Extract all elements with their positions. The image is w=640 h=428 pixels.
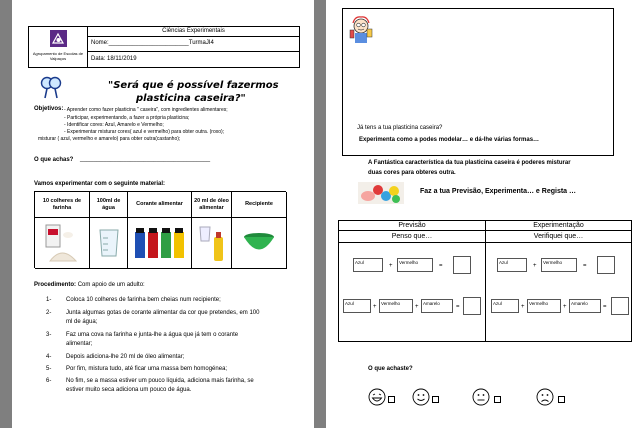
water-image-cell [90, 218, 128, 269]
materials-header-cell: Corante alimentar [128, 192, 192, 218]
class-value: JI4 [205, 40, 214, 46]
experimentation-subtitle: Verifiquei que… [533, 233, 584, 240]
plus-sign: + [389, 263, 393, 269]
step-number: 2- [46, 310, 52, 316]
step-number: 1- [46, 297, 52, 303]
plus-sign: + [521, 304, 525, 310]
result-box[interactable] [453, 256, 471, 274]
plus-sign: + [415, 304, 419, 310]
results-table [338, 220, 632, 342]
oil-bottle-icon [197, 223, 227, 263]
objective-item: - Identificar cores: Azul, Amarelo e Vermelho; [64, 122, 164, 128]
color-box-vermelho[interactable]: Vermelho [541, 258, 577, 272]
rating-checkbox[interactable] [432, 396, 439, 403]
materials-header-cell: Recipiente [232, 192, 287, 218]
objective-item: - Participar, experimentando, a fazer a própria plasticina; [64, 115, 190, 121]
fantastic-line-2: duas cores para obteres outra. [368, 170, 456, 176]
color-box-vermelho[interactable]: Vermelho [527, 299, 561, 313]
already-answer: Experimenta como a podes modelar… e dá-lhe várias formas… [359, 137, 540, 143]
plus-sign: + [563, 304, 567, 310]
prediction-subtitle: Penso que… [391, 233, 433, 240]
step-text: Coloca 10 colheres de farinha bem cheias num recipiente; [66, 297, 221, 303]
materials-header-cell: 20 ml de óleo alimentar [192, 192, 232, 218]
materials-header-cell: 100ml de água [90, 192, 128, 218]
table-row-divider [339, 230, 631, 231]
question-label: O que achas? [34, 157, 74, 163]
step-text: Por fim, mistura tudo, até ficar uma massa bem homogénea; [66, 366, 228, 372]
procedure-label: Procedimento: [34, 282, 77, 288]
title-line-1: "Será que é possível fazermos [108, 80, 279, 91]
table-row-divider [339, 242, 631, 243]
neutral-face-icon [472, 388, 490, 406]
procedure-heading [34, 282, 145, 289]
laughing-face-icon [368, 388, 386, 406]
already-question: Já tens a tua plasticina caseira? [357, 125, 443, 131]
instruction-text: Faz a tua Previsão, Experimenta… e Regista … [420, 188, 577, 195]
step-text: Junta algumas gotas de corante alimentar da cor que pretendes, em 100 [66, 310, 260, 316]
color-box-amarelo[interactable]: Amarelo [569, 299, 601, 313]
result-box[interactable] [463, 297, 481, 315]
color-box-azul[interactable]: Azul [491, 299, 519, 313]
experimentation-title: Experimentação [533, 222, 584, 229]
sad-face-icon [536, 388, 554, 406]
result-box[interactable] [611, 297, 629, 315]
scientist-cartoon-icon [347, 15, 375, 45]
materials-table [34, 191, 286, 268]
bowl-image-cell [232, 218, 287, 269]
step-number: 3- [46, 332, 52, 338]
rating-checkbox[interactable] [388, 396, 395, 403]
plus-sign: + [533, 263, 537, 269]
materials-header-cell: 10 colheres de farinha [35, 192, 90, 218]
equals-sign: = [439, 263, 443, 269]
school-name: Agrupamento de Escolas de Valpaços [32, 51, 84, 61]
objective-item: - Experimentar misturar cores( azul e vermelho) para obter outra. (roxo); [64, 129, 225, 135]
question-answer-line[interactable]: _______________________________________ [80, 156, 211, 162]
smiling-face-icon [412, 388, 430, 406]
date-label: Data: 18/11/2019 [91, 56, 137, 62]
top-drawing-box [342, 8, 614, 156]
color-box-vermelho[interactable]: Vermelho [397, 258, 433, 272]
header-divider [87, 51, 300, 52]
achaste-label: O que achaste? [368, 366, 413, 372]
title-line-2: plasticina caseira?" [136, 93, 246, 104]
color-box-azul[interactable]: Azul [497, 258, 527, 272]
school-logo-icon [50, 30, 67, 47]
objective-item: - Aprender como fazer plasticina " caseira", com ingredientes alimentares; [64, 107, 228, 113]
rating-checkbox[interactable] [558, 396, 565, 403]
bowl-icon [242, 232, 276, 254]
measuring-cup-icon [97, 228, 121, 258]
step-text: No fim, se a massa estiver um pouco líquida, adiciona mais farinha, se [66, 378, 254, 384]
name-row [91, 40, 214, 47]
objectives-label: Objetivos: [34, 106, 64, 112]
color-box-azul[interactable]: Azul [343, 299, 371, 313]
flour-bag-icon [42, 221, 82, 265]
subject-title: Ciências Experimentais [87, 27, 300, 37]
equals-sign: = [603, 304, 607, 310]
flour-image-cell [35, 218, 90, 269]
equals-sign: = [456, 304, 460, 310]
step-number: 6- [46, 378, 52, 384]
materials-label: Vamos experimentar com o seguinte material: [34, 181, 166, 187]
step-text: Faz uma cova na farinha e junta-lhe a água que já tem o corante [66, 332, 239, 338]
rating-checkbox[interactable] [494, 396, 501, 403]
equals-sign: = [583, 263, 587, 269]
right-page [326, 0, 640, 428]
step-number: 4- [46, 354, 52, 360]
left-page [12, 0, 314, 428]
header-box [28, 26, 300, 68]
color-box-azul[interactable]: Azul [353, 258, 383, 272]
result-box[interactable] [597, 256, 615, 274]
food-coloring-image-cell [128, 218, 192, 269]
step-text: alimentar; [66, 341, 93, 347]
magnifying-glass-icon [40, 76, 62, 100]
procedure-intro: Com apoio de um adulto: [77, 282, 145, 288]
step-number: 5- [46, 366, 52, 372]
school-logo-cell [29, 27, 88, 67]
oil-image-cell [192, 218, 232, 269]
prediction-title: Previsão [398, 222, 426, 229]
food-coloring-bottles-icon [132, 226, 188, 260]
fantastic-line-1: A Fantástica característica da tua plasticina caseira é poderes misturar [368, 160, 571, 166]
objective-item: misturar ( azul, vermelho e amarelo) para obter outra(castanho); [38, 136, 181, 142]
plus-sign: + [373, 304, 377, 310]
step-text: Depois adiciona-lhe 20 ml de óleo alimentar; [66, 354, 185, 360]
name-label: Nome:________________________Turma [91, 40, 206, 46]
color-box-vermelho[interactable]: Vermelho [379, 299, 413, 313]
plasticine-balls-icon [358, 182, 404, 204]
step-text: estiver muito seca adiciona um pouco de água. [66, 387, 192, 393]
step-text: ml de água; [66, 319, 98, 325]
color-box-amarelo[interactable]: Amarelo [421, 299, 453, 313]
